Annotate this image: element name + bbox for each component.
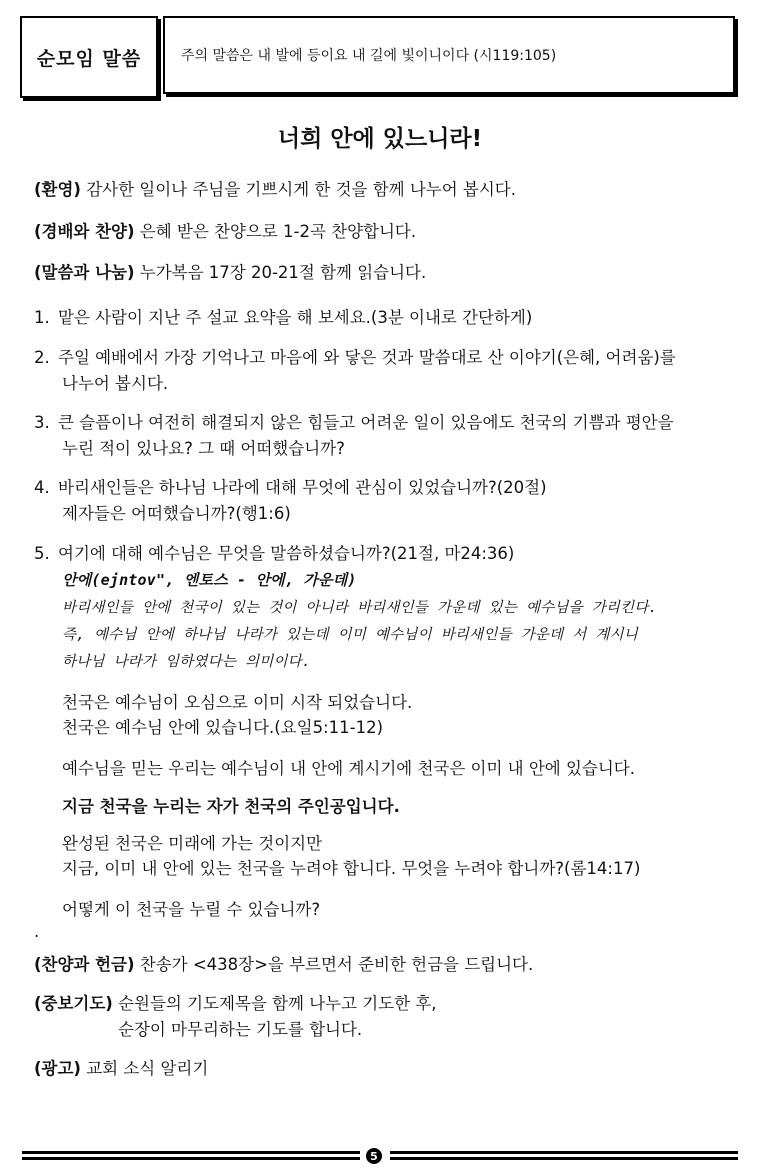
question-2-cont: 나누어 봅시다. [62,374,169,393]
body-line-1: 천국은 예수님이 오심으로 이미 시작 되었습니다. [62,693,413,712]
body-line-4: 완성된 천국은 미래에 가는 것이지만 [62,834,323,853]
question-number: 2. [34,348,50,367]
question-3-cont: 누린 적이 있나요? 그 때 어떠했습니까? [62,439,345,458]
handwritten-term: 안에(ejntov", 엔토스 - 안에, 가운데) [62,571,357,589]
header-verse: 주의 말씀은 내 발에 등이요 내 길에 빛이니이다 (시119:105) [181,48,557,64]
emphasis-line: 지금 천국을 누리는 자가 천국의 주인공입니다. [62,797,400,816]
question-4 [34,474,547,498]
praise-label: (찬양과 헌금) [34,955,135,974]
question-number: 5. [34,544,50,563]
body-line-5: 지금, 이미 내 안에 있는 천국을 누려야 합니다. 무엇을 누려야 합니까?(롬14:17) [62,859,641,878]
body-line-2: 천국은 예수님 안에 있습니다.(요일5:11-12) [62,718,384,737]
welcome-text: 감사한 일이나 주님을 기쁘시게 한 것을 함께 나누어 봅시다. [80,180,516,199]
word-line [34,259,426,283]
footer-rule-left [22,1151,360,1154]
footer-rule-right [390,1151,738,1154]
worship-line [34,218,416,242]
prayer-line [34,990,436,1014]
handwritten-line-3: 하나님 나라가 임하였다는 의미이다. [62,654,311,670]
notice-line [34,1055,208,1079]
section-label: 순모임 말씀 [36,47,142,70]
footer-rule-right-2 [390,1157,738,1160]
question-2 [34,344,676,368]
question-1 [34,304,532,328]
prayer-line-2: 순장이 마무리하는 기도를 합니다. [118,1020,363,1039]
page-title: 너희 안에 있느니라! [277,126,483,152]
question-text: 맡은 사람이 지난 주 설교 요약을 해 보세요.(3분 이내로 간단하게) [58,308,533,327]
welcome-label: (환영) [34,180,81,199]
worship-label: (경배와 찬양) [34,222,135,241]
verse-box [163,16,735,94]
notice-label: (광고) [34,1059,81,1078]
section-label-box [20,16,158,98]
stray-dot: . [34,922,40,941]
question-text: 여기에 대해 예수님은 무엇을 말씀하셨습니까?(21절, 마24:36) [58,544,515,563]
body-line-3: 예수님을 믿는 우리는 예수님이 내 안에 계시기에 천국은 이미 내 안에 있습니다. [62,759,635,778]
body-line-6: 어떻게 이 천국을 누릴 수 있습니까? [62,900,321,919]
question-number: 3. [34,413,50,432]
handwritten-line-2: 즉, 예수님 안에 하나님 나라가 있는데 이미 예수님이 바리새인들 가운데 서 계시니 [62,627,638,643]
welcome-line [34,176,516,200]
word-label: (말씀과 나눔) [34,263,135,282]
praise-text: 찬송가 <438장>을 부르면서 준비한 헌금을 드립니다. [134,955,534,974]
handwritten-line-1: 바리새인들 안에 천국이 있는 것이 아니라 바리새인들 가운데 있는 예수님을 가리킨다. [62,600,658,616]
question-4-cont: 제자들은 어떠했습니까?(행1:6) [62,504,291,523]
question-text: 바리새인들은 하나님 나라에 대해 무엇에 관심이 있었습니까?(20절) [58,478,547,497]
page-number: 5 [366,1148,382,1164]
praise-line [34,951,533,975]
prayer-text: 순원들의 기도제목을 함께 나누고 기도한 후, [112,994,437,1013]
question-number: 1. [34,308,50,327]
notice-text: 교회 소식 알리기 [80,1059,209,1078]
prayer-label: (중보기도) [34,994,113,1013]
footer-rule-left-2 [22,1157,360,1160]
question-number: 4. [34,478,50,497]
word-text: 누가복음 17장 20-21절 함께 읽습니다. [134,263,427,282]
question-text: 주일 예배에서 가장 기억나고 마음에 와 닿은 것과 말씀대로 산 이야기(은혜, 어려움)를 [58,348,676,367]
question-5 [34,540,514,564]
question-3 [34,409,674,433]
question-text: 큰 슬픔이나 여전히 해결되지 않은 힘들고 어려운 일이 있음에도 천국의 기쁨과 평안을 [58,413,674,432]
worship-text: 은혜 받은 찬양으로 1-2곡 찬양합니다. [134,222,417,241]
